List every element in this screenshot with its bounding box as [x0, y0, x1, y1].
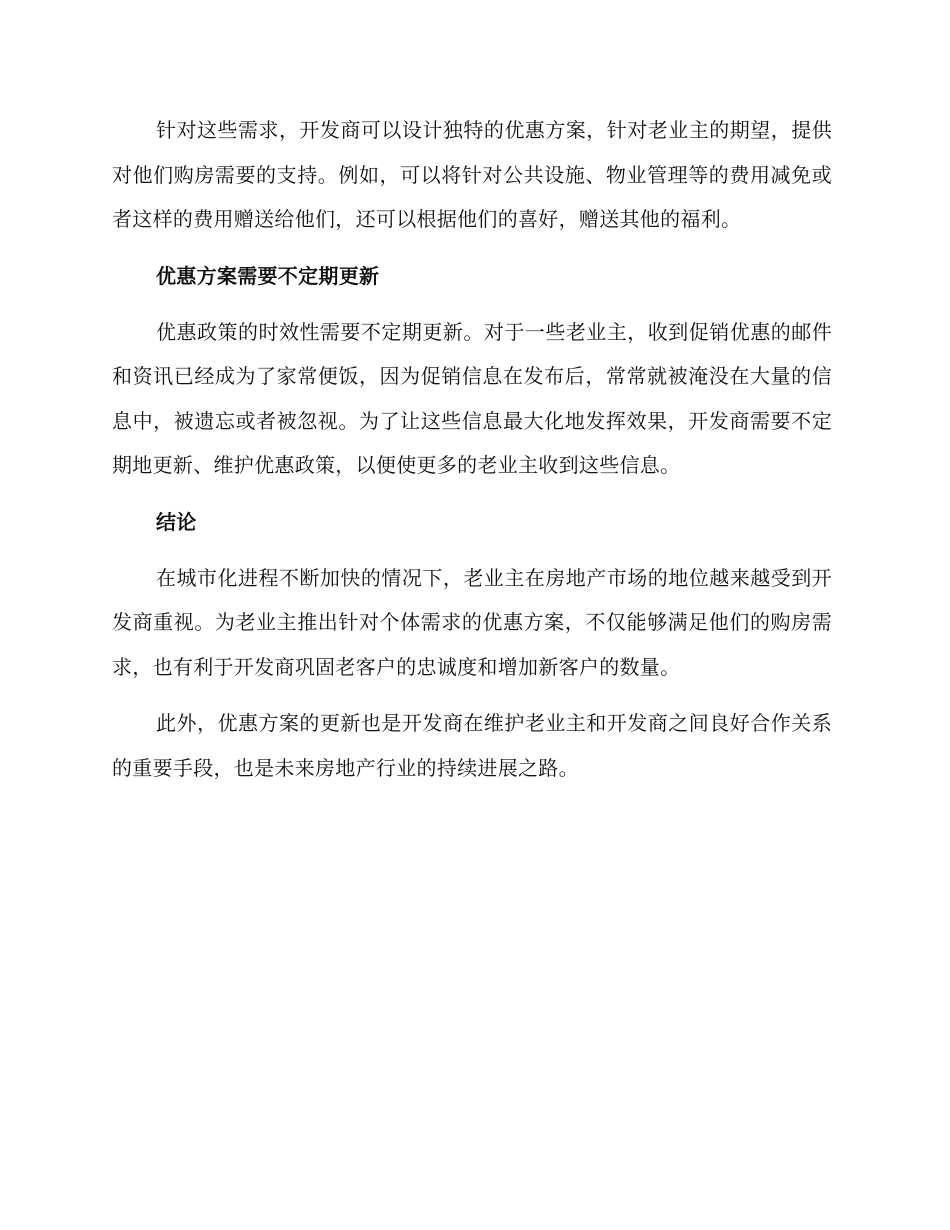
document-body — [112, 108, 832, 790]
paragraph-policy-update: 优惠政策的时效性需要不定期更新。对于一些老业主，收到促销优惠的邮件和资讯已经成为了家常便饭，因为促销信息在发布后，常常就被淹没在大量的信息中，被遗忘或者被忽视。为了让这些信息最大化地发挥效果，开发商需要不定期地更新、维护优惠政策，以便使更多的老业主收到这些信息。 — [112, 319, 832, 477]
section-heading-conclusion: 结论 — [156, 509, 197, 534]
paragraph-offer-design: 针对这些需求，开发商可以设计独特的优惠方案，针对老业主的期望，提供对他们购房需要的支持。例如，可以将针对公共设施、物业管理等的费用减免或者这样的费用赠送给他们，还可以根据他们的喜好，赠送其他的福利。 — [112, 118, 832, 231]
paragraph-conclusion: 在城市化进程不断加快的情况下，老业主在房地产市场的地位越来越受到开发商重视。为老业主推出针对个体需求的优惠方案，不仅能够满足他们的购房需求，也有利于开发商巩固老客户的忠诚度和增加新客户的数量。 — [112, 565, 832, 679]
section-heading-update: 优惠方案需要不定期更新 — [156, 263, 380, 288]
paragraph-closing: 此外，优惠方案的更新也是开发商在维护老业主和开发商之间良好合作关系的重要手段，也是未来房地产行业的持续进展之路。 — [112, 711, 832, 780]
